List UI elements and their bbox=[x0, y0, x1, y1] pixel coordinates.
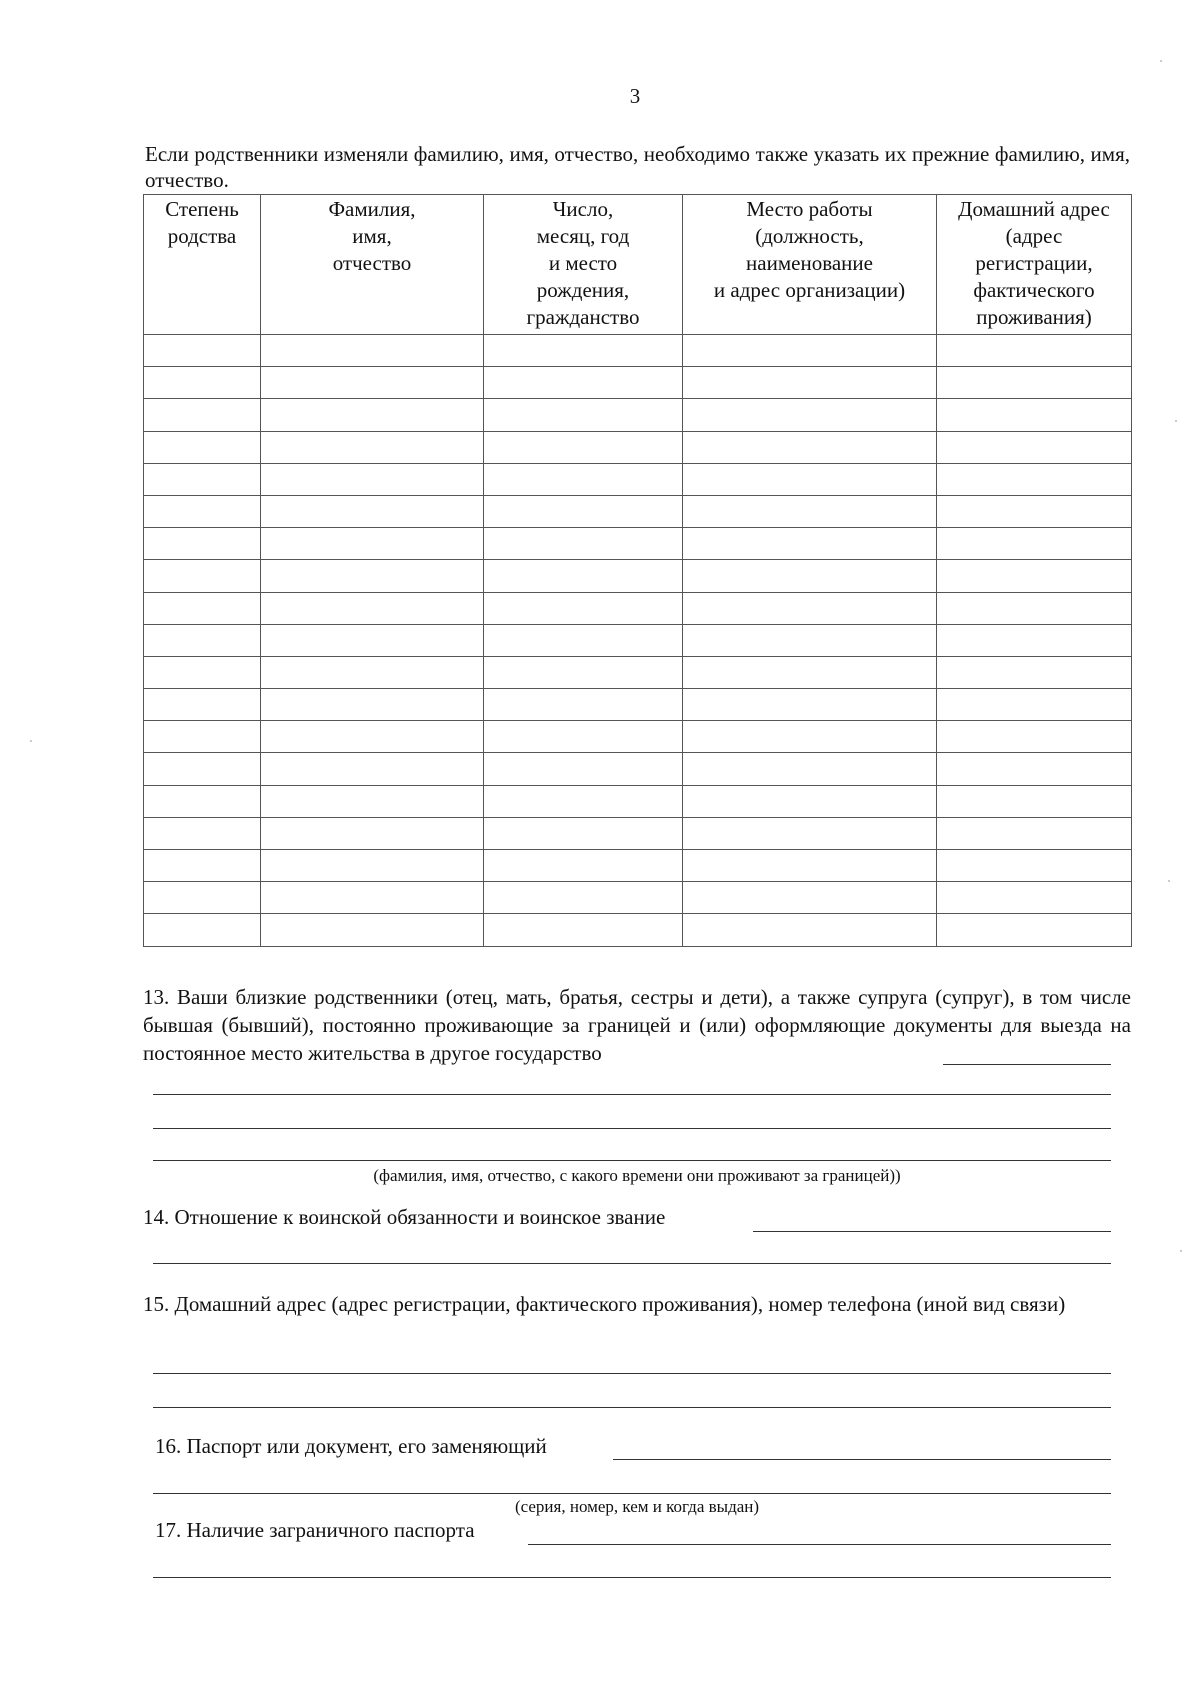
table-cell[interactable] bbox=[144, 431, 261, 463]
table-cell[interactable] bbox=[937, 399, 1132, 431]
table-cell[interactable] bbox=[261, 785, 484, 817]
table-cell[interactable] bbox=[144, 463, 261, 495]
table-cell[interactable] bbox=[261, 463, 484, 495]
table-row bbox=[144, 689, 1132, 721]
table-cell[interactable] bbox=[144, 528, 261, 560]
q13-answer-line-2[interactable] bbox=[153, 1128, 1111, 1129]
table-cell[interactable] bbox=[484, 399, 683, 431]
q17-answer-line-inline[interactable] bbox=[528, 1544, 1111, 1545]
table-cell[interactable] bbox=[937, 785, 1132, 817]
table-cell[interactable] bbox=[261, 495, 484, 527]
table-cell[interactable] bbox=[484, 914, 683, 946]
q15-answer-line-1[interactable] bbox=[153, 1373, 1111, 1374]
table-cell[interactable] bbox=[484, 624, 683, 656]
q16-caption: (серия, номер, кем и когда выдан) bbox=[514, 1497, 760, 1516]
q14-answer-line-inline[interactable] bbox=[753, 1231, 1111, 1232]
q13-answer-line-inline[interactable] bbox=[943, 1064, 1111, 1065]
table-cell[interactable] bbox=[683, 914, 937, 946]
table-cell[interactable] bbox=[683, 592, 937, 624]
table-row bbox=[144, 624, 1132, 656]
table-header-row bbox=[144, 195, 1132, 335]
table-cell[interactable] bbox=[484, 817, 683, 849]
table-cell[interactable] bbox=[144, 656, 261, 688]
q16-answer-line-inline[interactable] bbox=[613, 1459, 1111, 1460]
table-cell[interactable] bbox=[144, 560, 261, 592]
table-cell[interactable] bbox=[937, 592, 1132, 624]
q15-answer-line-2[interactable] bbox=[153, 1407, 1111, 1408]
table-cell[interactable] bbox=[937, 882, 1132, 914]
table-cell[interactable] bbox=[683, 335, 937, 367]
table-row bbox=[144, 431, 1132, 463]
table-cell[interactable] bbox=[261, 689, 484, 721]
table-body bbox=[144, 335, 1132, 947]
table-cell[interactable] bbox=[683, 721, 937, 753]
table-cell[interactable] bbox=[683, 817, 937, 849]
table-cell[interactable] bbox=[683, 399, 937, 431]
table-cell[interactable] bbox=[484, 463, 683, 495]
table-cell[interactable] bbox=[937, 528, 1132, 560]
table-cell[interactable] bbox=[484, 850, 683, 882]
table-cell[interactable] bbox=[937, 689, 1132, 721]
table-cell[interactable] bbox=[683, 656, 937, 688]
table-cell[interactable] bbox=[261, 367, 484, 399]
table-cell[interactable] bbox=[484, 335, 683, 367]
scan-speck bbox=[1168, 880, 1170, 882]
table-cell[interactable] bbox=[144, 495, 261, 527]
table-cell[interactable] bbox=[261, 335, 484, 367]
relatives-table bbox=[143, 194, 1132, 947]
scan-speck bbox=[1175, 420, 1177, 422]
q13-caption: (фамилия, имя, отчество, с какого времени они проживают за границей)) bbox=[373, 1166, 901, 1185]
question-17-text: 17. Наличие заграничного паспорта bbox=[155, 1518, 475, 1542]
table-cell[interactable] bbox=[261, 850, 484, 882]
table-cell[interactable] bbox=[144, 721, 261, 753]
table-row bbox=[144, 753, 1132, 785]
table-cell[interactable] bbox=[683, 624, 937, 656]
table-row bbox=[144, 335, 1132, 367]
q17-answer-line-1[interactable] bbox=[153, 1577, 1111, 1578]
table-cell[interactable] bbox=[261, 656, 484, 688]
table-cell[interactable] bbox=[261, 431, 484, 463]
table-row bbox=[144, 463, 1132, 495]
scan-speck bbox=[30, 740, 32, 742]
table-cell[interactable] bbox=[144, 335, 261, 367]
table-cell[interactable] bbox=[683, 495, 937, 527]
table-cell[interactable] bbox=[144, 689, 261, 721]
table-cell[interactable] bbox=[484, 560, 683, 592]
table-cell[interactable] bbox=[144, 785, 261, 817]
table-cell[interactable] bbox=[683, 850, 937, 882]
table-row bbox=[144, 817, 1132, 849]
table-row bbox=[144, 367, 1132, 399]
table-cell[interactable] bbox=[683, 367, 937, 399]
header-relation-label: Степень родства bbox=[165, 197, 239, 248]
header-full-name-label: Фамилия, имя, отчество bbox=[328, 197, 416, 275]
table-cell[interactable] bbox=[144, 882, 261, 914]
table-cell[interactable] bbox=[484, 689, 683, 721]
header-home-address bbox=[937, 195, 1132, 335]
table-cell[interactable] bbox=[261, 528, 484, 560]
table-cell[interactable] bbox=[484, 431, 683, 463]
table-cell[interactable] bbox=[937, 431, 1132, 463]
table-cell[interactable] bbox=[484, 528, 683, 560]
table-row bbox=[144, 914, 1132, 946]
table-cell[interactable] bbox=[261, 624, 484, 656]
question-14-text: 14. Отношение к воинской обязанности и воинское звание bbox=[143, 1205, 666, 1229]
header-workplace bbox=[683, 195, 937, 335]
table-row bbox=[144, 495, 1132, 527]
table-row bbox=[144, 721, 1132, 753]
table-row bbox=[144, 656, 1132, 688]
table-cell[interactable] bbox=[937, 914, 1132, 946]
q14-answer-line-1[interactable] bbox=[153, 1263, 1111, 1264]
page-number: 3 bbox=[629, 84, 641, 108]
intro-text: Если родственники изменяли фамилию, имя, отчество, необходимо также указать их прежние фамилию, имя, отчество. bbox=[145, 142, 1130, 192]
scan-speck bbox=[1180, 1250, 1182, 1252]
table-row bbox=[144, 785, 1132, 817]
table-row bbox=[144, 882, 1132, 914]
header-relation bbox=[144, 195, 261, 335]
table-cell[interactable] bbox=[484, 753, 683, 785]
question-16-text: 16. Паспорт или документ, его заменяющий bbox=[155, 1434, 547, 1458]
table-cell[interactable] bbox=[683, 560, 937, 592]
question-13-text: 13. Ваши близкие родственники (отец, мать, братья, сестры и дети), а также супруга (супруг), в том числе бывшая (бывший), постоянно проживающие за границей и (или) оформляющие документы для выезда на постоянное место жительства в другое государство bbox=[143, 985, 1131, 1065]
table-cell[interactable] bbox=[937, 850, 1132, 882]
table-cell[interactable] bbox=[484, 495, 683, 527]
table-row bbox=[144, 528, 1132, 560]
table-cell[interactable] bbox=[144, 624, 261, 656]
table-cell[interactable] bbox=[261, 753, 484, 785]
table-cell[interactable] bbox=[261, 721, 484, 753]
table-row bbox=[144, 850, 1132, 882]
table-cell[interactable] bbox=[937, 624, 1132, 656]
table-cell[interactable] bbox=[261, 914, 484, 946]
table-cell[interactable] bbox=[484, 882, 683, 914]
table-cell[interactable] bbox=[683, 431, 937, 463]
table-cell[interactable] bbox=[683, 463, 937, 495]
table-cell[interactable] bbox=[937, 817, 1132, 849]
table-cell[interactable] bbox=[261, 560, 484, 592]
table-cell[interactable] bbox=[937, 335, 1132, 367]
table-cell[interactable] bbox=[144, 399, 261, 431]
table-cell[interactable] bbox=[144, 850, 261, 882]
table-cell[interactable] bbox=[484, 592, 683, 624]
q13-answer-line-1[interactable] bbox=[153, 1094, 1111, 1095]
table-cell[interactable] bbox=[937, 463, 1132, 495]
header-birth-info bbox=[484, 195, 683, 335]
table-cell[interactable] bbox=[144, 817, 261, 849]
table-cell[interactable] bbox=[937, 753, 1132, 785]
question-15-text: 15. Домашний адрес (адрес регистрации, фактического проживания), номер телефона (иной вид связи) bbox=[143, 1292, 1066, 1316]
header-home-address-label: Домашний адрес (адрес регистрации, фактического проживания) bbox=[958, 197, 1110, 329]
table-cell[interactable] bbox=[484, 785, 683, 817]
table-cell[interactable] bbox=[261, 882, 484, 914]
table-cell[interactable] bbox=[144, 367, 261, 399]
table-cell[interactable] bbox=[683, 528, 937, 560]
table-row bbox=[144, 592, 1132, 624]
header-full-name bbox=[261, 195, 484, 335]
table-cell[interactable] bbox=[144, 914, 261, 946]
table-cell[interactable] bbox=[144, 753, 261, 785]
table-cell[interactable] bbox=[261, 592, 484, 624]
table-cell[interactable] bbox=[937, 560, 1132, 592]
scan-speck bbox=[1160, 60, 1162, 62]
table-cell[interactable] bbox=[484, 721, 683, 753]
table-cell[interactable] bbox=[683, 753, 937, 785]
q16-answer-line-1[interactable] bbox=[153, 1493, 1111, 1494]
table-cell[interactable] bbox=[683, 882, 937, 914]
table-cell[interactable] bbox=[937, 367, 1132, 399]
table-cell[interactable] bbox=[683, 689, 937, 721]
table-cell[interactable] bbox=[484, 656, 683, 688]
table-cell[interactable] bbox=[261, 817, 484, 849]
table-cell[interactable] bbox=[261, 399, 484, 431]
table-cell[interactable] bbox=[937, 495, 1132, 527]
table-row bbox=[144, 399, 1132, 431]
header-workplace-label: Место работы (должность, наименование и адрес организации) bbox=[713, 197, 906, 302]
table-cell[interactable] bbox=[683, 785, 937, 817]
table-cell[interactable] bbox=[484, 367, 683, 399]
table-row bbox=[144, 560, 1132, 592]
table-cell[interactable] bbox=[937, 721, 1132, 753]
table-cell[interactable] bbox=[937, 656, 1132, 688]
table-cell[interactable] bbox=[144, 592, 261, 624]
q13-answer-line-3[interactable] bbox=[153, 1160, 1111, 1161]
header-birth-info-label: Число, месяц, год и место рождения, гражданство bbox=[526, 197, 640, 329]
